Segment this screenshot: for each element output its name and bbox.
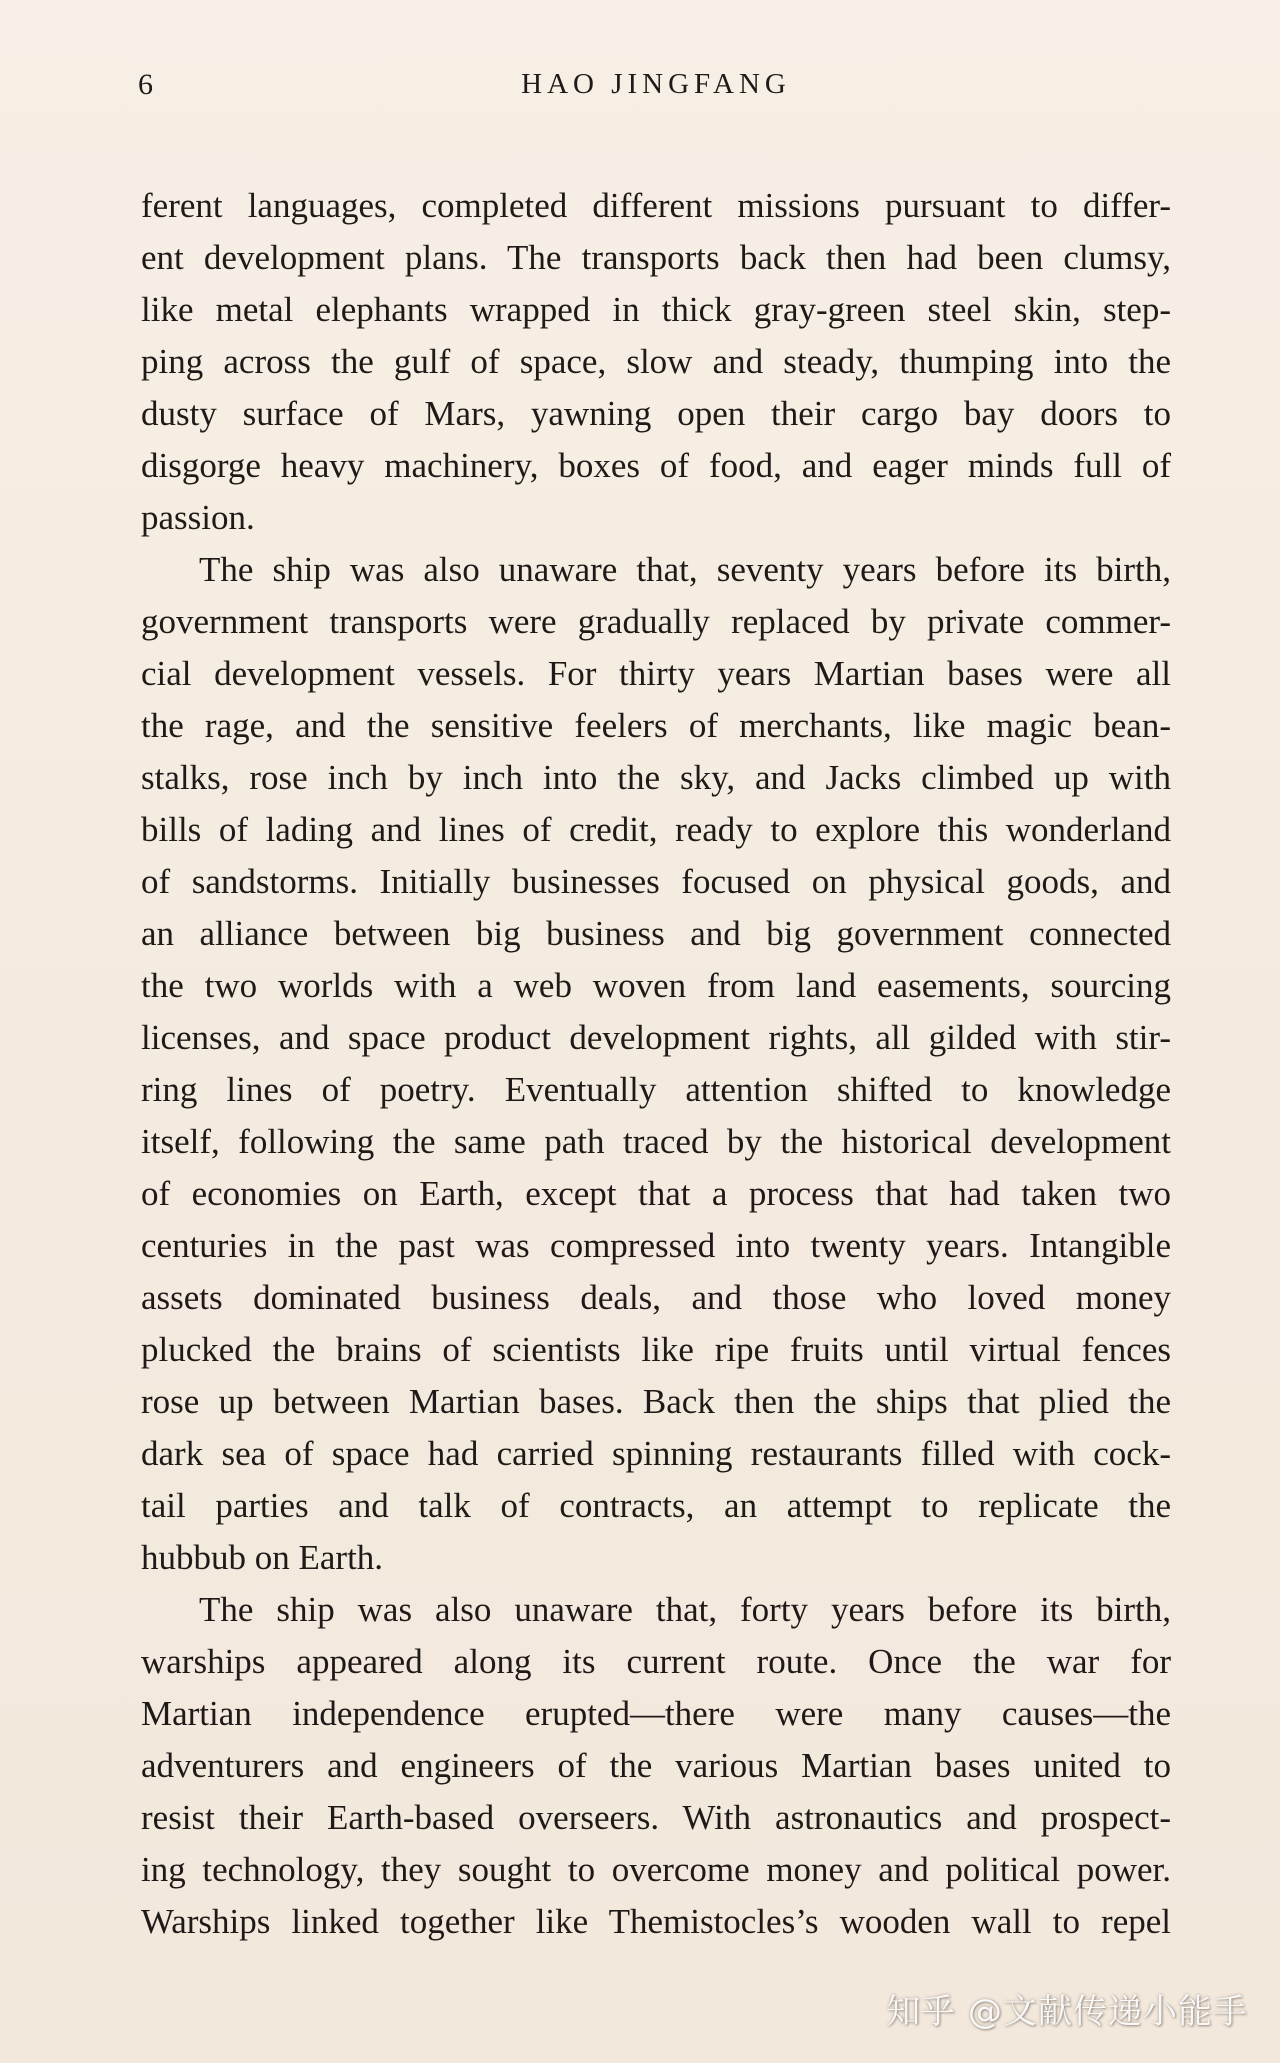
text-line: plucked the brains of scientists like ripe fruits until virtual fences — [141, 1330, 1171, 1369]
text-line: ping across the gulf of space, slow and steady, thumping into the — [141, 342, 1171, 381]
text-line: government transports were gradually replaced by private commer- — [141, 602, 1171, 641]
text-line: dark sea of space had carried spinning restaurants filled with cock- — [141, 1434, 1171, 1473]
running-head: HAO JINGFANG — [521, 68, 791, 100]
text-line: adventurers and engineers of the various Martian bases united to — [141, 1746, 1171, 1785]
text-line: disgorge heavy machinery, boxes of food, and eager minds full of — [141, 446, 1171, 485]
text-line: ent development plans. The transports back then had been clumsy, — [141, 238, 1171, 277]
text-line: ring lines of poetry. Eventually attention shifted to knowledge — [141, 1070, 1171, 1109]
text-line: passion. — [141, 498, 255, 537]
text-line: bills of lading and lines of credit, ready to explore this wonderland — [141, 810, 1171, 849]
text-line: resist their Earth-based overseers. With astronautics and prospect- — [141, 1798, 1171, 1837]
text-line: tail parties and talk of contracts, an attempt to replicate the — [141, 1486, 1171, 1525]
text-line: the two worlds with a web woven from land easements, sourcing — [141, 966, 1171, 1005]
text-line: like metal elephants wrapped in thick gray-green steel skin, step- — [141, 290, 1171, 329]
text-line: The ship was also unaware that, seventy years before its birth, — [199, 550, 1171, 589]
text-line: licenses, and space product development rights, all gilded with stir- — [141, 1018, 1171, 1057]
text-line: warships appeared along its current route. Once the war for — [141, 1642, 1171, 1681]
text-line: The ship was also unaware that, forty years before its birth, — [199, 1590, 1171, 1629]
text-line: dusty surface of Mars, yawning open their cargo bay doors to — [141, 394, 1171, 433]
text-line: cial development vessels. For thirty years Martian bases were all — [141, 654, 1171, 693]
text-line: Martian independence erupted—there were many causes—the — [141, 1694, 1171, 1733]
text-line: of sandstorms. Initially businesses focused on physical goods, and — [141, 862, 1171, 901]
text-line: Warships linked together like Themistocles’s wooden wall to repel — [141, 1902, 1171, 1941]
text-line: of economies on Earth, except that a process that had taken two — [141, 1174, 1171, 1213]
text-line: stalks, rose inch by inch into the sky, and Jacks climbed up with — [141, 758, 1171, 797]
text-line: an alliance between big business and big government connected — [141, 914, 1171, 953]
watermark: 知乎 @文献传递小能手 — [886, 1992, 1248, 2032]
text-line: hubbub on Earth. — [141, 1538, 384, 1577]
text-line: itself, following the same path traced by the historical development — [141, 1122, 1171, 1161]
text-line: assets dominated business deals, and those who loved money — [141, 1278, 1171, 1317]
page-number: 6 — [138, 68, 154, 101]
text-line: rose up between Martian bases. Back then the ships that plied the — [141, 1382, 1171, 1421]
body-text — [141, 180, 1171, 1948]
text-line: ing technology, they sought to overcome money and political power. — [141, 1850, 1171, 1889]
text-line: centuries in the past was compressed into twenty years. Intangible — [141, 1226, 1171, 1265]
text-line: ferent languages, completed different missions pursuant to differ- — [141, 186, 1171, 225]
text-line: the rage, and the sensitive feelers of merchants, like magic bean- — [141, 706, 1171, 745]
